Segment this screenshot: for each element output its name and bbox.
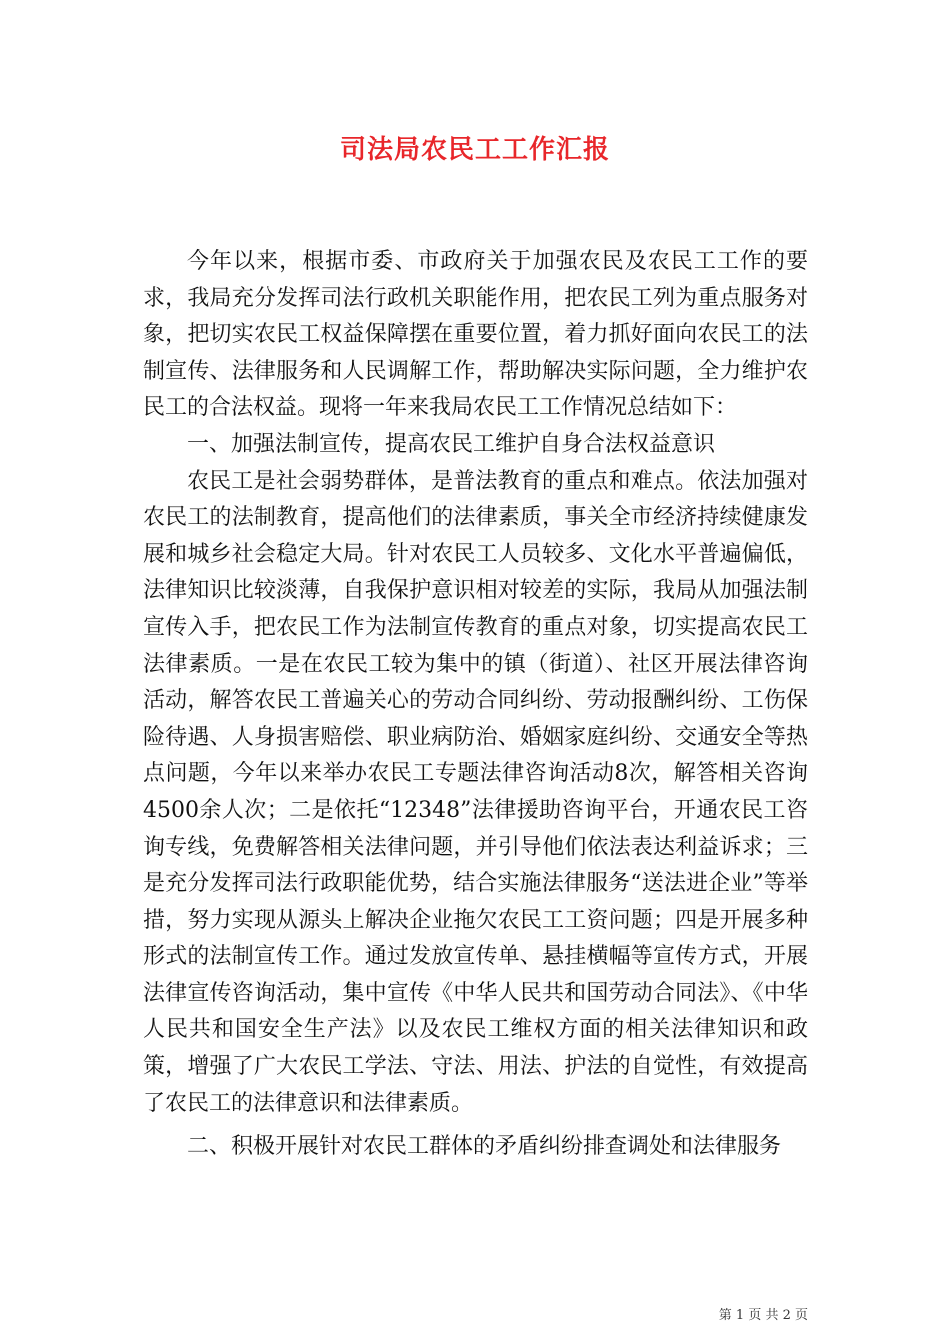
- document-title: 司法局农民工工作汇报: [339, 135, 610, 165]
- document-body: [143, 244, 808, 1166]
- section-2-heading: 二、积极开展针对农民工群体的矛盾纠纷排查调处和法律服务: [187, 1134, 782, 1160]
- intro-paragraph: 今年以来，根据市委、市政府关于加强农民及农民工工作的要求，我局充分发挥司法行政机关职能作用，把农民工列为重点服务对象，把切实农民工权益保障摆在重要位置，着力抓好面向农民工的法制宣传、法律服务和人民调解工作，帮助解决实际问题，全力维护农民工的合法权益。现将一年来我局农民工工作情况总结如下：: [143, 249, 808, 421]
- section-1-heading: 一、加强法制宣传，提高农民工维护自身合法权益意识: [187, 431, 716, 457]
- section-1-paragraph: 农民工是社会弱势群体，是普法教育的重点和难点。依法加强对农民工的法制教育，提高他们的法律素质，事关全市经济持续健康发展和城乡社会稳定大局。针对农民工人员较多、文化水平普遍偏低，法律知识比较淡薄，自我保护意识相对较差的实际，我局从加强法制宣传入手，把农民工作为法制宣传教育的重点对象，切实提高农民工法律素质。一是在农民工较为集中的镇（街道）、社区开展法律咨询活动，解答农民工普遍关心的劳动合同纠纷、劳动报酬纠纷、工伤保险待遇、人身损害赔偿、职业病防治、婚姻家庭纠纷、交通安全等热点问题，今年以来举办农民工专题法律咨询活动8次，解答相关咨询4500余人次；二是依托“12348”法律援助咨询平台，开通农民工咨询专线，免费解答相关法律问题，并引导他们依法表达利益诉求；三是充分发挥司法行政职能优势，结合实施法律服务“送法进企业”等举措，努力实现从源头上解决企业拖欠农民工工资问题；四是开展多种形式的法制宣传工作。通过发放宣传单、悬挂横幅等宣传方式，开展法律宣传咨询活动，集中宣传《中华人民共和国劳动合同法》、《中华人民共和国安全生产法》以及农民工维权方面的相关法律知识和政策，增强了广大农民工学法、守法、用法、护法的自觉性，有效提高了农民工的法律意识和法律素质。: [143, 468, 808, 1116]
- page-number-footer: 第 1 页 共 2 页: [718, 1308, 808, 1323]
